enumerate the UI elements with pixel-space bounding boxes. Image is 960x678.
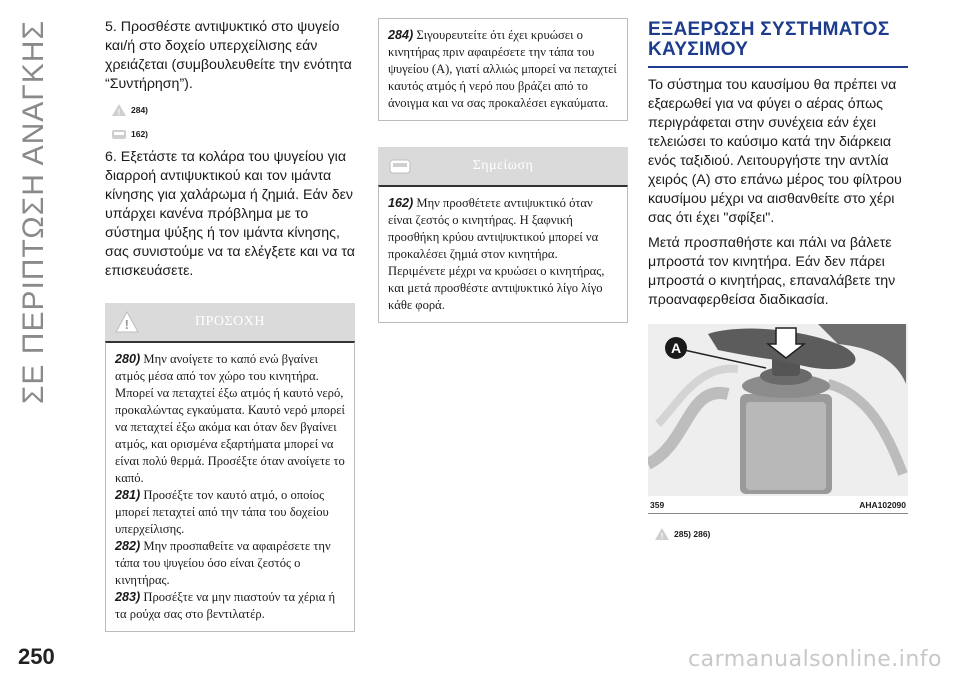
warning-281-number: 281) <box>115 488 141 502</box>
warning-280 <box>115 351 345 487</box>
warning-282 <box>115 538 345 589</box>
warning-281-text: Προσέξτε τον καυτό ατμό, ο οποίος μπορεί πεταχτεί από την τάπα του δοχείου υπερχείλισης. <box>115 488 329 536</box>
section-rule <box>648 66 908 68</box>
figure-code: AHA102090 <box>859 500 906 510</box>
fuel-filter-figure <box>648 324 908 496</box>
warning-284-number: 284) <box>388 28 414 42</box>
reference-162 <box>111 124 355 144</box>
section-title: ΕΞΑΕΡΩΣΗ ΣΥΣΤΗΜΑΤΟΣ ΚΑΥΣΙΜΟΥ <box>648 19 890 60</box>
svg-text:!: ! <box>660 532 664 541</box>
column-3 <box>648 18 908 548</box>
figure-label-a: A <box>670 340 682 356</box>
warning-280-text: Μην ανοίγετε το καπό ενώ βγαίνει ατμός μέσα από τον χώρο του κινητήρα. Μπορεί να πεταχτεί έξω ατμός ή καυτό νερό, προκαλώντας εγκαύματα. Καυτό νερό μπορεί να πεταχτεί έξω ακόμα και όταν δεν βγαίνει ατμός, και ορισμένα εξαρτήματα μπορεί να είναι πολύ θερμά. Προσέξτε όταν ανοίγετε το καπό. <box>115 352 345 485</box>
step-5 <box>105 18 355 94</box>
step-5-text: Προσθέστε αντιψυκτικό στο ψυγείο και/ή στο δοχείο υπερχείλισης εάν χρειάζεται (συμβουλευθείτε την ενότητα “Συντήρηση”). <box>105 19 352 92</box>
page-number: 250 <box>18 644 55 669</box>
reference-284 <box>111 100 355 120</box>
warning-281 <box>115 487 345 538</box>
references-285-286 <box>654 524 908 544</box>
fuel-filter-illustration <box>648 324 908 496</box>
warning-284 <box>388 27 618 112</box>
fuel-bleed-paragraph-1: Το σύστημα του καυσίμου θα πρέπει να εξαερωθεί για να φύγει ο αέρας όπως περιγράφεται στην συνέχεια εάν έχει τελειώσει το καύσιμο κατά την διάρκεια ενός ταξιδιού. Λειτουργήστε την αντλία χειρός (A) στο επάνω μέρος του φίλτρου καυσίμου μέχρι να αισθανθείτε στο χέρι σας ότι έχει "σφίξει". <box>648 77 902 226</box>
note-162 <box>388 195 618 314</box>
note-162-text: Μην προσθέτετε αντιψυκτικό όταν είναι ζεστός ο κινητήρας. Η ξαφνική προσθήκη κρύου αντιψυκτικού μπορεί να προκαλέσει ζημιά στον κινητήρα. Περιμένετε μέχρι να κρυώσει ο κινητήρας, και μετά προσθέστε αντιψυκτικό λίγο λίγο κάθε φορά. <box>388 196 605 312</box>
warning-box-title: ΠΡΟΣΟΧΗ <box>195 314 265 329</box>
warning-triangle-icon <box>115 311 139 338</box>
note-box-header <box>378 147 628 185</box>
warning-box <box>105 303 355 632</box>
figure-number: 359 <box>650 500 665 510</box>
note-box-title: Σημείωση <box>472 158 534 173</box>
step-6-number: 6. <box>105 149 117 165</box>
warning-triangle-icon <box>654 527 670 541</box>
references-285-286-label: 285) 286) <box>674 529 711 539</box>
warning-283-text: Προσέξτε να μην πιαστούν τα χέρια ή τα ρούχα σας στο βεντιλατέρ. <box>115 590 336 621</box>
warning-283-number: 283) <box>115 590 141 604</box>
note-box <box>378 147 628 323</box>
column-2 <box>378 18 628 323</box>
svg-text:!: ! <box>124 317 130 332</box>
warning-continuation-box <box>378 18 628 121</box>
warning-280-number: 280) <box>115 352 141 366</box>
step-5-number: 5. <box>105 19 117 35</box>
side-chapter-title-text: ΣΕ ΠΕΡΙΠΤΩΣΗ ΑΝΑΓΚΗΣ <box>17 20 50 405</box>
note-car-icon <box>388 155 412 182</box>
column-1 <box>105 18 355 632</box>
reference-284-label: 284) <box>131 105 149 115</box>
warning-box-header <box>105 303 355 341</box>
warning-282-number: 282) <box>115 539 141 553</box>
watermark: carmanualsonline.info <box>688 647 942 672</box>
step-6-text: Εξετάστε τα κολάρα του ψυγείου για διαρροή αντιψυκτικού και τον ιμάντα κίνησης για χαλάρωμα ή ζημιά. Εάν δεν υπάρχει κανένα πρόβλημα με το σύστημα ψύξης ή τον ιμάντα κίνησης, σας συνιστούμε να τα ελέγξετε και να τα επισκευάσετε. <box>105 149 355 279</box>
side-chapter-title <box>14 20 54 630</box>
svg-text:!: ! <box>117 108 121 117</box>
warning-283 <box>115 589 345 623</box>
warning-triangle-icon <box>111 103 127 117</box>
fuel-bleed-paragraph-2: Μετά προσπαθήστε και πάλι να βάλετε μπροστά τον κινητήρα. Εάν δεν πάρει μπροστά ο κινητήρας, επαναλάβετε την προαναφερθείσα διαδικασία. <box>648 235 896 308</box>
note-box-body <box>378 185 628 323</box>
reference-162-label: 162) <box>131 129 149 139</box>
step-6 <box>105 148 355 281</box>
note-car-icon <box>111 127 127 141</box>
note-162-number: 162) <box>388 196 414 210</box>
warning-284-text: Σιγουρευτείτε ότι έχει κρυώσει ο κινητήρας πριν αφαιρέσετε την τάπα του ψυγείου (A), γιατί αλλιώς μπορεί να πεταχτεί καυτός ατμός ή νερό που βράζει από το άνοιγμα και να σας προκαλέσει εγκαύματα. <box>388 28 617 110</box>
warning-282-text: Μην προσπαθείτε να αφαιρέσετε την τάπα του ψυγείου όσο είναι ζεστός ο κινητήρας. <box>115 539 331 587</box>
figure-caption <box>648 496 908 514</box>
warning-box-body <box>105 341 355 632</box>
